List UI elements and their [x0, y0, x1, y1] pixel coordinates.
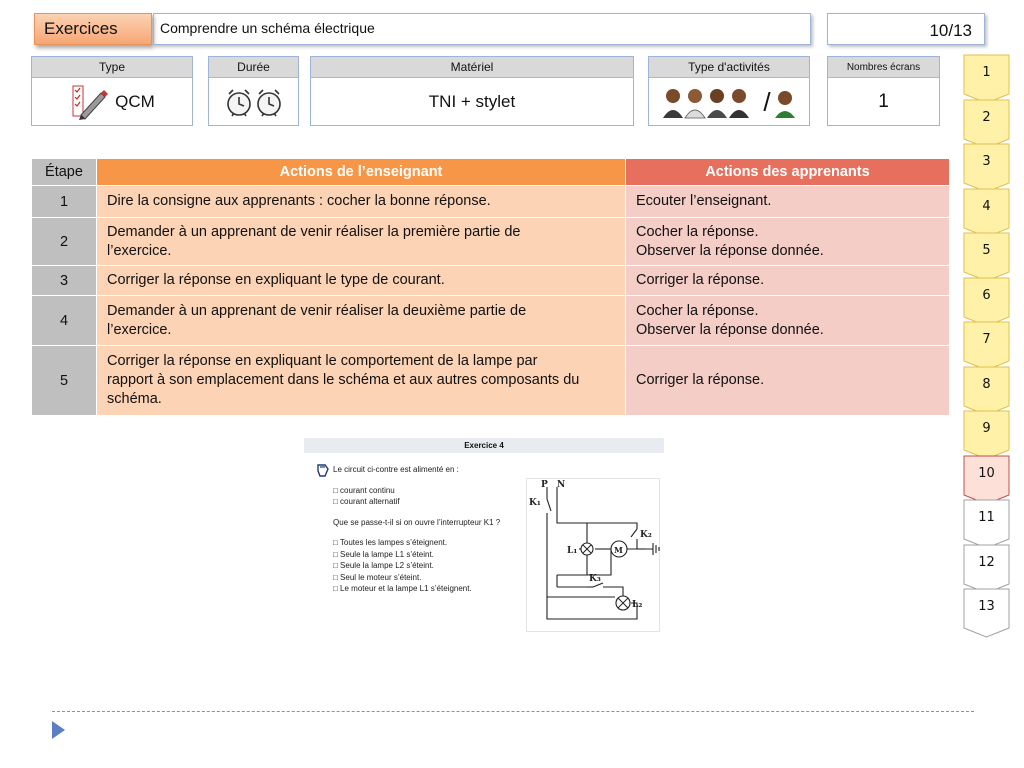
footer-divider	[52, 711, 974, 712]
page-title: Comprendre un schéma électrique	[153, 13, 811, 45]
table-row	[32, 346, 950, 416]
section-tab: Exercices	[34, 13, 152, 45]
meta-materiel-label: Matériel	[311, 57, 633, 78]
nav-item-label: 8	[982, 376, 991, 392]
step-number: 4	[32, 296, 97, 346]
nav-item-label: 6	[982, 287, 991, 303]
nav-item-label: 11	[978, 510, 995, 525]
nav-item-2[interactable]	[963, 99, 1010, 141]
nav-item-3[interactable]	[963, 143, 1010, 185]
teacher-action: Demander à un apprenant de venir réaliser la première partie de l’exercice.	[97, 218, 626, 266]
circuit-label-k2: K₂	[640, 530, 652, 540]
meta-materiel-value: TNI + stylet	[428, 92, 516, 111]
col-learners-header: Actions des apprenants	[626, 159, 950, 186]
circuit-label-n: N	[557, 480, 566, 490]
next-arrow-icon[interactable]	[52, 721, 65, 739]
alarm-clock-icon	[223, 85, 285, 119]
nav-item-4[interactable]	[963, 188, 1010, 230]
meta-duree	[208, 56, 299, 126]
nav-item-label: 1	[982, 65, 991, 80]
step-number: 3	[32, 266, 97, 296]
nav-item-13[interactable]	[963, 588, 1010, 630]
nav-item-1[interactable]	[963, 54, 1010, 96]
group-people-icon	[661, 85, 761, 119]
nav-item-label: 3	[982, 154, 991, 169]
nav-item-label: 12	[978, 554, 995, 570]
meta-type-value: QCM	[115, 92, 155, 111]
nav-item-label: 10	[978, 465, 995, 481]
circuit-label-p: P	[541, 480, 548, 490]
step-number: 1	[32, 186, 97, 218]
activity-separator: /	[763, 87, 771, 117]
meta-ecrans	[827, 56, 940, 126]
circuit-label-k3: K₃	[589, 574, 601, 584]
steps-table	[31, 158, 950, 416]
exercise-title: Exercice 4	[304, 438, 664, 453]
nav-item-7[interactable]	[963, 321, 1010, 363]
meta-type-label: Type	[32, 57, 192, 78]
nav-item-10[interactable]	[963, 455, 1010, 497]
step-number: 2	[32, 218, 97, 266]
exercise-intro: Le circuit ci-contre est alimenté en :	[333, 465, 459, 474]
single-person-icon	[773, 85, 797, 119]
circuit-label-l2: L₂	[632, 600, 643, 610]
table-row	[32, 186, 950, 218]
option-item[interactable]: □ Seule la lampe L2 s’éteint.	[333, 561, 434, 570]
teacher-action: Corriger la réponse en expliquant le comportement de la lampe par rapport à son emplacement dans le schéma et aux autres composants du schéma.	[97, 346, 626, 416]
option-item[interactable]: □ courant alternatif	[333, 497, 400, 506]
nav-item-label: 4	[982, 198, 991, 214]
meta-type	[31, 56, 193, 126]
exercise-text	[333, 464, 500, 595]
table-row	[32, 296, 950, 346]
nav-item-11[interactable]	[963, 499, 1010, 541]
nav-item-label: 7	[982, 332, 991, 347]
learner-action: Corriger la réponse.	[626, 266, 950, 296]
teacher-action: Dire la consigne aux apprenants : cocher la bonne réponse.	[97, 186, 626, 218]
nav-item-label: 2	[982, 109, 991, 125]
col-teacher-header: Actions de l’enseignant	[97, 159, 626, 186]
teacher-action: Demander à un apprenant de venir réaliser la deuxième partie de l’exercice.	[97, 296, 626, 346]
learner-action: Ecouter l’enseignant.	[626, 186, 950, 218]
nav-item-9[interactable]	[963, 410, 1010, 452]
quiz-pencil-icon	[69, 83, 109, 121]
circuit-label-k1: K₁	[529, 498, 541, 508]
learner-action: Corriger la réponse.	[626, 346, 950, 416]
nav-item-8[interactable]	[963, 366, 1010, 408]
nav-item-5[interactable]	[963, 232, 1010, 274]
option-item[interactable]: □ Seule la lampe L1 s’éteint.	[333, 549, 434, 559]
option-item[interactable]: □ Seul le moteur s’éteint.	[333, 572, 422, 582]
hand-pointer-icon	[316, 463, 330, 477]
circuit-svg	[527, 479, 661, 633]
table-row	[32, 218, 950, 266]
option-item[interactable]: □ Le moteur et la lampe L1 s’éteignent.	[333, 584, 472, 593]
option-item[interactable]: □ Toutes les lampes s’éteignent.	[333, 538, 448, 547]
meta-ecrans-value: 1	[878, 91, 889, 112]
page-counter: 10/13	[827, 13, 985, 45]
meta-activites-label: Type d'activités	[649, 57, 809, 78]
meta-materiel	[310, 56, 634, 126]
nav-item-label: 13	[978, 599, 995, 614]
option-item[interactable]: □ courant continu	[333, 485, 395, 495]
circuit-label-l1: L₁	[567, 546, 578, 556]
table-row	[32, 266, 950, 296]
nav-item-label: 9	[982, 421, 991, 436]
col-step-header: Étape	[32, 159, 97, 186]
nav-item-6[interactable]	[963, 277, 1010, 319]
meta-duree-label: Durée	[209, 57, 298, 78]
meta-ecrans-label: Nombres écrans	[828, 57, 939, 78]
circuit-label-m: M	[614, 545, 623, 555]
nav-item-label: 5	[982, 243, 991, 258]
teacher-action: Corriger la réponse en expliquant le type de courant.	[97, 266, 626, 296]
exercise-question: Que se passe-t-il si on ouvre l’interrupteur K1 ?	[333, 517, 501, 527]
learner-action: Cocher la réponse. Observer la réponse donnée.	[626, 296, 950, 346]
exercise-preview	[304, 438, 664, 634]
nav-item-12[interactable]	[963, 544, 1010, 586]
meta-activites	[648, 56, 810, 126]
circuit-diagram	[526, 478, 660, 632]
step-number: 5	[32, 346, 97, 416]
learner-action: Cocher la réponse. Observer la réponse donnée.	[626, 218, 950, 266]
